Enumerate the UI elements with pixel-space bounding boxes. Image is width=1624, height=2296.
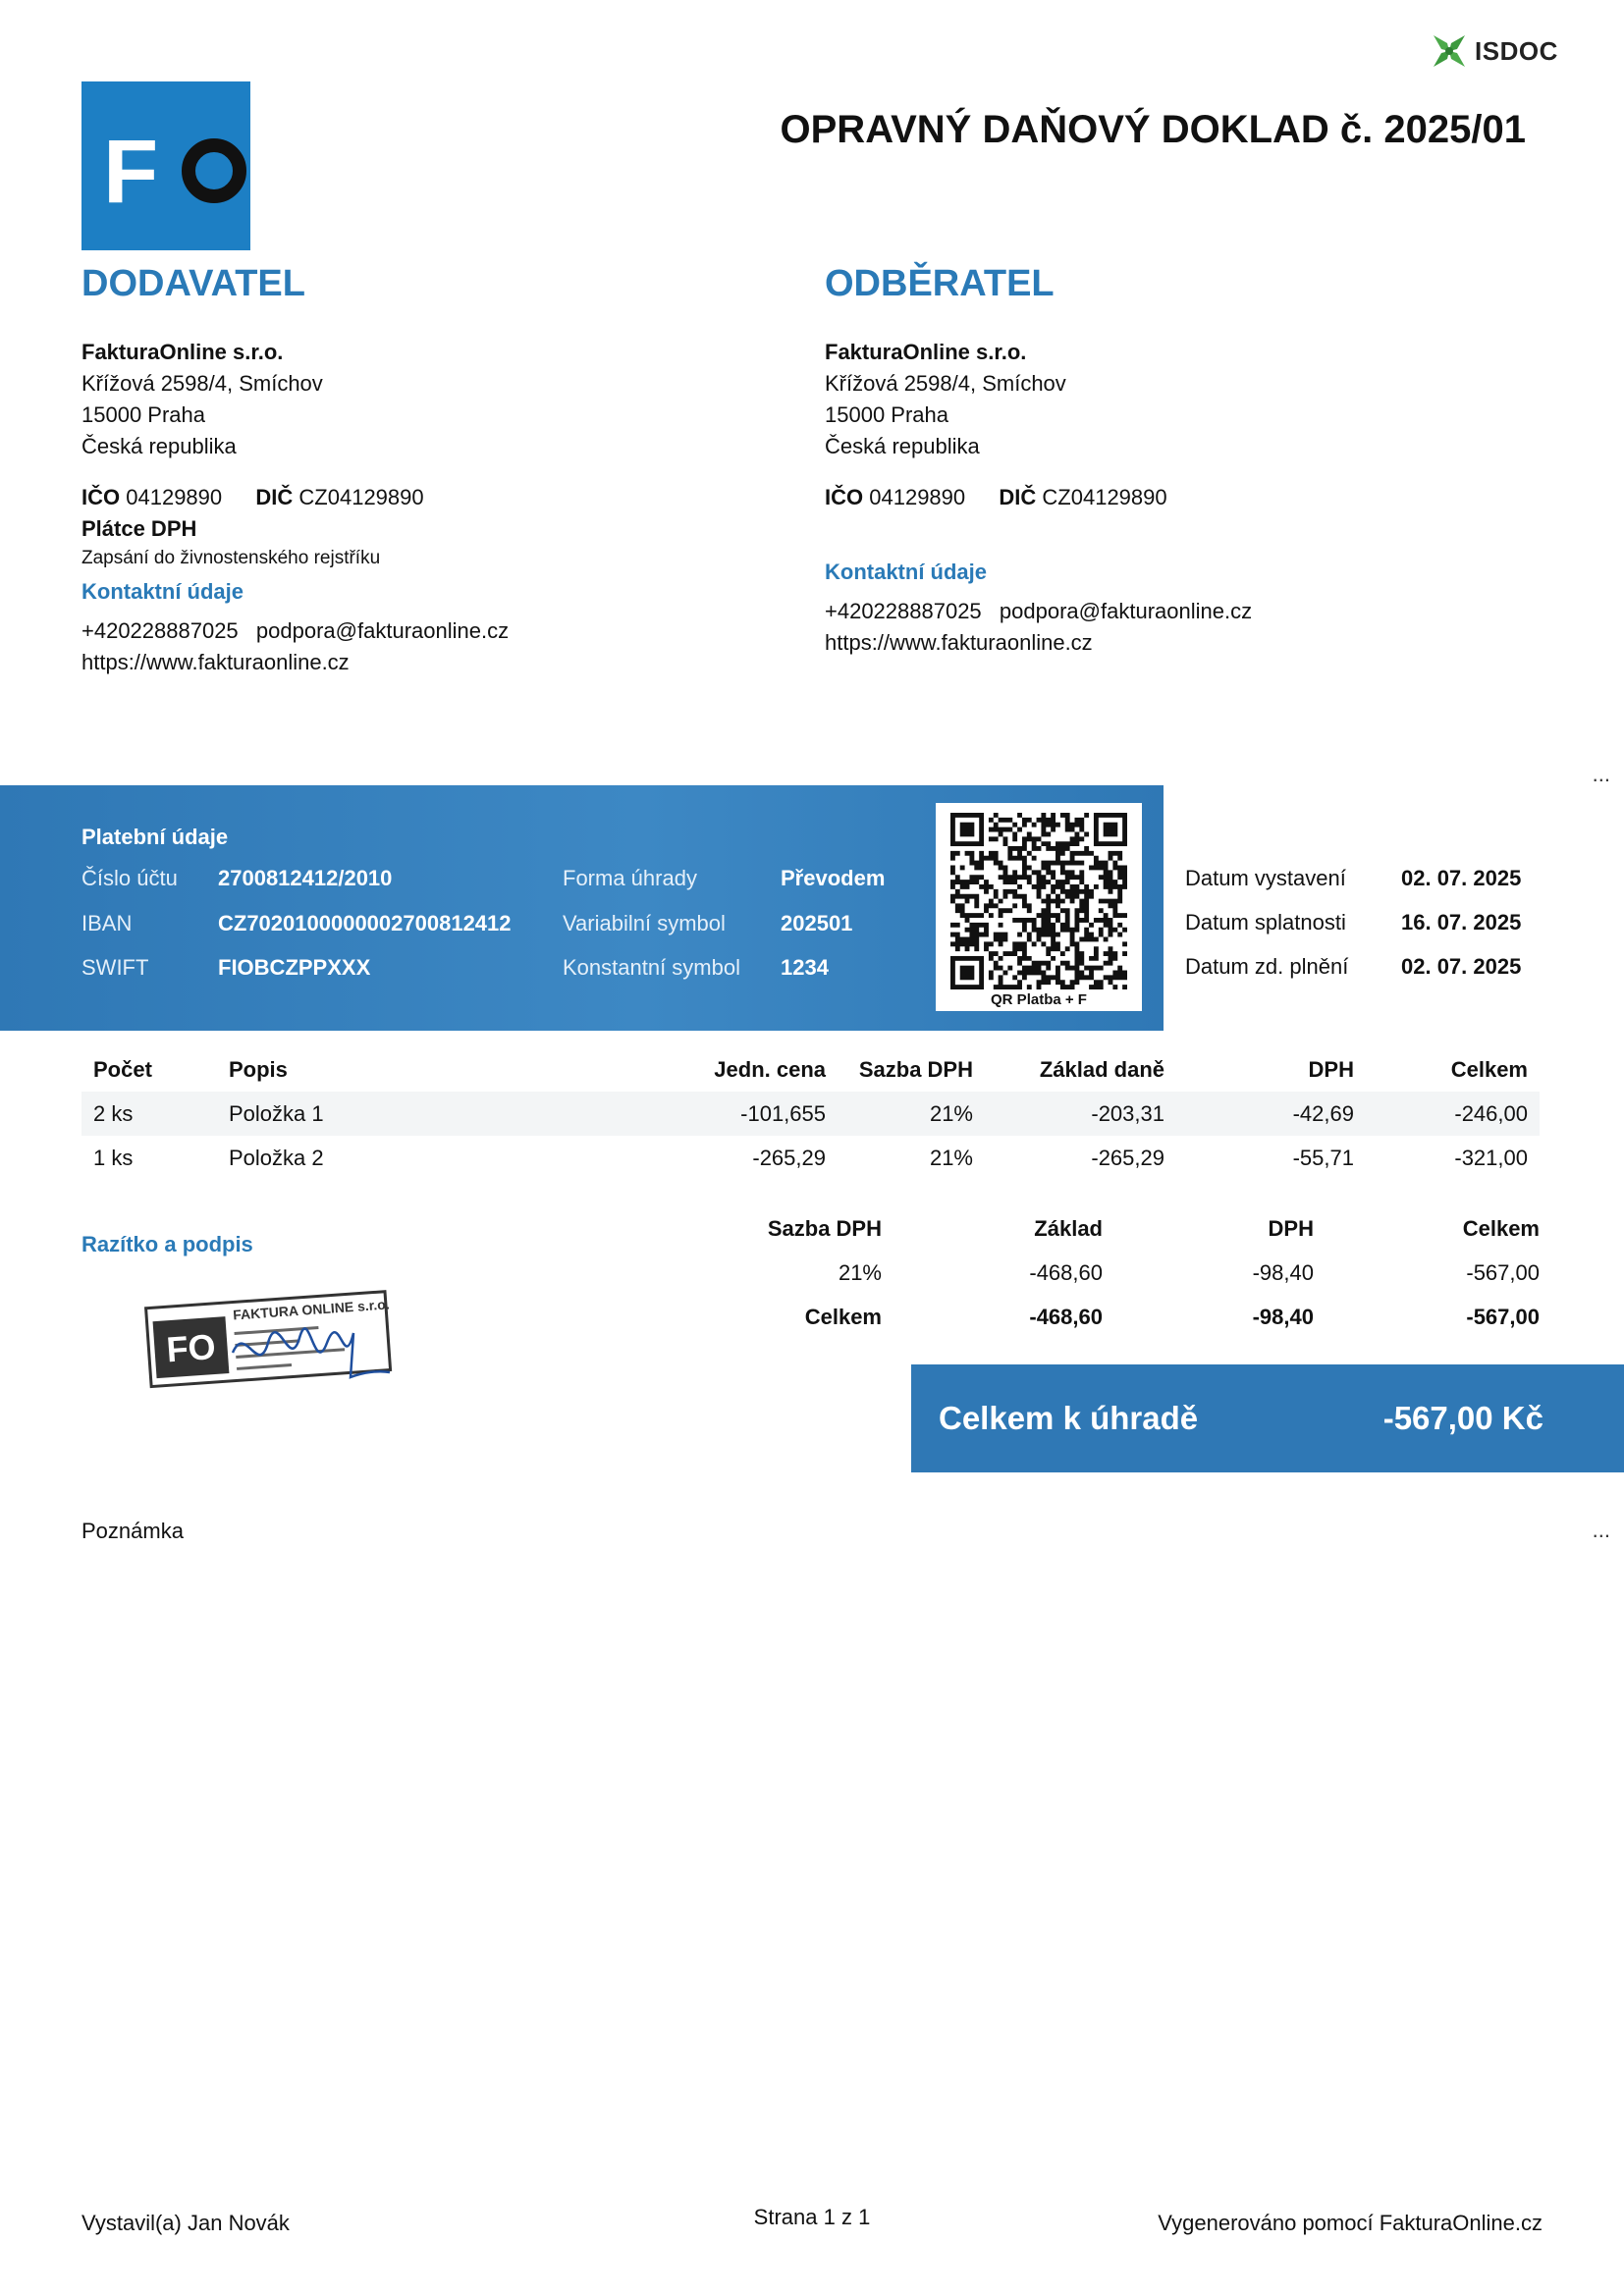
swift-label: SWIFT bbox=[81, 955, 149, 980]
table-row bbox=[81, 1136, 1540, 1180]
customer-ids bbox=[825, 482, 1252, 513]
row-total: -246,00 bbox=[1366, 1092, 1540, 1136]
summary-row bbox=[746, 1251, 1551, 1295]
customer-ico: 04129890 bbox=[869, 485, 966, 509]
items-header-row bbox=[81, 1048, 1540, 1092]
issued-label: Datum vystavení bbox=[1185, 866, 1346, 890]
supplier-registry: Zapsání do živnostenského rejstříku bbox=[81, 548, 381, 568]
supplier-contact-heading: Kontaktní údaje bbox=[81, 579, 244, 604]
stamp-heading: Razítko a podpis bbox=[81, 1232, 253, 1256]
isdoc-badge bbox=[1432, 33, 1558, 69]
payment-heading: Platební údaje bbox=[81, 825, 229, 849]
supplier-city: 15000 Praha bbox=[81, 402, 205, 427]
dates-block bbox=[1185, 866, 1558, 998]
customer-phone: +420228887025 bbox=[825, 599, 982, 623]
sum-total: -567,00 bbox=[1466, 1259, 1540, 1285]
supplier-heading: DODAVATEL bbox=[81, 263, 305, 304]
customer-block bbox=[825, 337, 1252, 659]
supplier-ico-label: IČO bbox=[81, 485, 121, 509]
supplier-phone: +420228887025 bbox=[81, 618, 239, 643]
total-due-label: Celkem k úhradě bbox=[939, 1400, 1199, 1436]
customer-street: Křížová 2598/4, Smíchov bbox=[825, 371, 1066, 396]
customer-web[interactable]: https://www.fakturaonline.cz bbox=[825, 630, 1093, 655]
row-unit-price: -265,29 bbox=[752, 1145, 826, 1170]
supplier-name: FakturaOnline s.r.o. bbox=[81, 340, 284, 364]
supplier-block bbox=[81, 337, 509, 678]
sum-col-base: Základ bbox=[1034, 1216, 1103, 1241]
method-label: Forma úhrady bbox=[563, 866, 697, 890]
items-table bbox=[81, 1048, 1540, 1180]
total-due-value: -567,00 Kč bbox=[1382, 1400, 1543, 1436]
supplier-ids bbox=[81, 482, 509, 513]
supplier-street: Křížová 2598/4, Smíchov bbox=[81, 371, 323, 396]
qr-code-image bbox=[950, 813, 1127, 989]
customer-contact-heading: Kontaktní údaje bbox=[825, 560, 988, 584]
sum-vat: -98,40 bbox=[1252, 1259, 1314, 1285]
iban-value: CZ7020100000002700812412 bbox=[218, 911, 512, 935]
supplier-email[interactable]: podpora@fakturaonline.cz bbox=[255, 618, 510, 643]
col-qty: Počet bbox=[93, 1057, 152, 1082]
sum-total-total: -567,00 bbox=[1466, 1304, 1540, 1329]
customer-heading: ODBĚRATEL bbox=[825, 263, 1055, 304]
sum-total-vat: -98,40 bbox=[1252, 1304, 1314, 1329]
supplier-ico: 04129890 bbox=[126, 485, 223, 509]
swift-value: FIOBCZPPXXX bbox=[218, 955, 371, 980]
qr-code bbox=[936, 803, 1142, 1011]
supplier-web[interactable]: https://www.fakturaonline.cz bbox=[81, 650, 350, 674]
ks-label: Konstantní symbol bbox=[563, 955, 740, 980]
sum-col-vat: DPH bbox=[1268, 1216, 1314, 1241]
supplier-vat-status: Plátce DPH bbox=[81, 516, 197, 541]
row-unit-price: -101,655 bbox=[590, 1092, 838, 1136]
col-vat: DPH bbox=[1308, 1057, 1354, 1082]
customer-ico-label: IČO bbox=[825, 485, 864, 509]
stamp-signature bbox=[142, 1284, 398, 1397]
col-unit-price: Jedn. cena bbox=[714, 1057, 826, 1082]
row-vat-rate: 21% bbox=[838, 1092, 985, 1136]
payment-band bbox=[0, 785, 1164, 1031]
method-value: Převodem bbox=[781, 866, 886, 890]
stamp-logo: FO bbox=[165, 1325, 217, 1370]
customer-email[interactable]: podpora@fakturaonline.cz bbox=[999, 599, 1253, 623]
footer-page: Strana 1 z 1 bbox=[753, 2205, 871, 2229]
isdoc-icon bbox=[1432, 33, 1467, 69]
customer-name: FakturaOnline s.r.o. bbox=[825, 340, 1027, 364]
row-vat: -55,71 bbox=[1292, 1145, 1354, 1170]
sum-col-rate: Sazba DPH bbox=[767, 1216, 882, 1241]
col-vat-rate: Sazba DPH bbox=[858, 1057, 973, 1082]
summary-total-row bbox=[746, 1295, 1551, 1339]
summary-header-row bbox=[746, 1207, 1551, 1251]
row-desc: Položka 2 bbox=[229, 1145, 324, 1170]
stamp-image bbox=[142, 1284, 398, 1392]
vs-value: 202501 bbox=[781, 911, 853, 935]
vs-label: Variabilní symbol bbox=[563, 911, 726, 935]
sum-base: -468,60 bbox=[1029, 1259, 1103, 1285]
vat-summary-table bbox=[746, 1207, 1551, 1339]
customer-dic-label: DIČ bbox=[999, 485, 1037, 509]
customer-city: 15000 Praha bbox=[825, 402, 948, 427]
document-title: OPRAVNÝ DAŇOVÝ DOKLAD č. 2025/01 bbox=[780, 108, 1526, 151]
sum-col-total: Celkem bbox=[1462, 1216, 1540, 1241]
taxable-value: 02. 07. 2025 bbox=[1401, 954, 1522, 979]
sum-total-label: Celkem bbox=[804, 1304, 882, 1329]
account-value: 2700812412/2010 bbox=[218, 866, 393, 890]
ks-value: 1234 bbox=[781, 955, 829, 980]
taxable-label: Datum zd. plnění bbox=[1185, 954, 1349, 979]
customer-country: Česká republika bbox=[825, 434, 980, 458]
row-qty: 2 ks bbox=[81, 1092, 217, 1136]
sum-rate: 21% bbox=[838, 1259, 882, 1285]
company-logo bbox=[81, 81, 250, 250]
row-tax-base: -265,29 bbox=[1091, 1145, 1164, 1170]
customer-dic: CZ04129890 bbox=[1042, 485, 1167, 509]
logo-ring bbox=[182, 138, 246, 203]
row-vat: -42,69 bbox=[1176, 1092, 1366, 1136]
note-label: Poznámka bbox=[81, 1519, 184, 1543]
more-ellipsis-bottom: ... bbox=[1592, 1518, 1610, 1542]
supplier-dic: CZ04129890 bbox=[298, 485, 424, 509]
logo-letter: F bbox=[103, 122, 157, 222]
row-vat-rate: 21% bbox=[929, 1145, 973, 1170]
qr-label: QR Platba + F bbox=[991, 991, 1087, 1008]
issued-value: 02. 07. 2025 bbox=[1401, 866, 1522, 890]
row-total: -321,00 bbox=[1454, 1145, 1528, 1170]
due-label: Datum splatnosti bbox=[1185, 910, 1346, 934]
due-value: 16. 07. 2025 bbox=[1401, 910, 1522, 934]
stamp-company: FAKTURA ONLINE s.r.o. bbox=[232, 1296, 391, 1323]
supplier-contact-line bbox=[81, 615, 509, 647]
row-tax-base: -203,31 bbox=[985, 1092, 1176, 1136]
account-label: Číslo účtu bbox=[81, 866, 178, 890]
supplier-country: Česká republika bbox=[81, 434, 237, 458]
col-total: Celkem bbox=[1450, 1057, 1528, 1082]
sum-total-base: -468,60 bbox=[1029, 1304, 1103, 1329]
row-qty: 1 ks bbox=[93, 1145, 134, 1170]
table-row bbox=[81, 1092, 1540, 1136]
iban-label: IBAN bbox=[81, 911, 133, 935]
row-desc: Položka 1 bbox=[217, 1092, 590, 1136]
more-ellipsis-top: ... bbox=[1592, 762, 1610, 786]
isdoc-label: ISDOC bbox=[1475, 35, 1558, 66]
col-tax-base: Základ daně bbox=[1039, 1057, 1164, 1082]
supplier-dic-label: DIČ bbox=[255, 485, 294, 509]
total-due-box bbox=[911, 1364, 1624, 1472]
col-desc: Popis bbox=[229, 1057, 288, 1082]
footer-issuer: Vystavil(a) Jan Novák bbox=[81, 2211, 290, 2235]
customer-contact-line bbox=[825, 596, 1252, 627]
footer-generator: Vygenerováno pomocí FakturaOnline.cz bbox=[1158, 2211, 1543, 2235]
